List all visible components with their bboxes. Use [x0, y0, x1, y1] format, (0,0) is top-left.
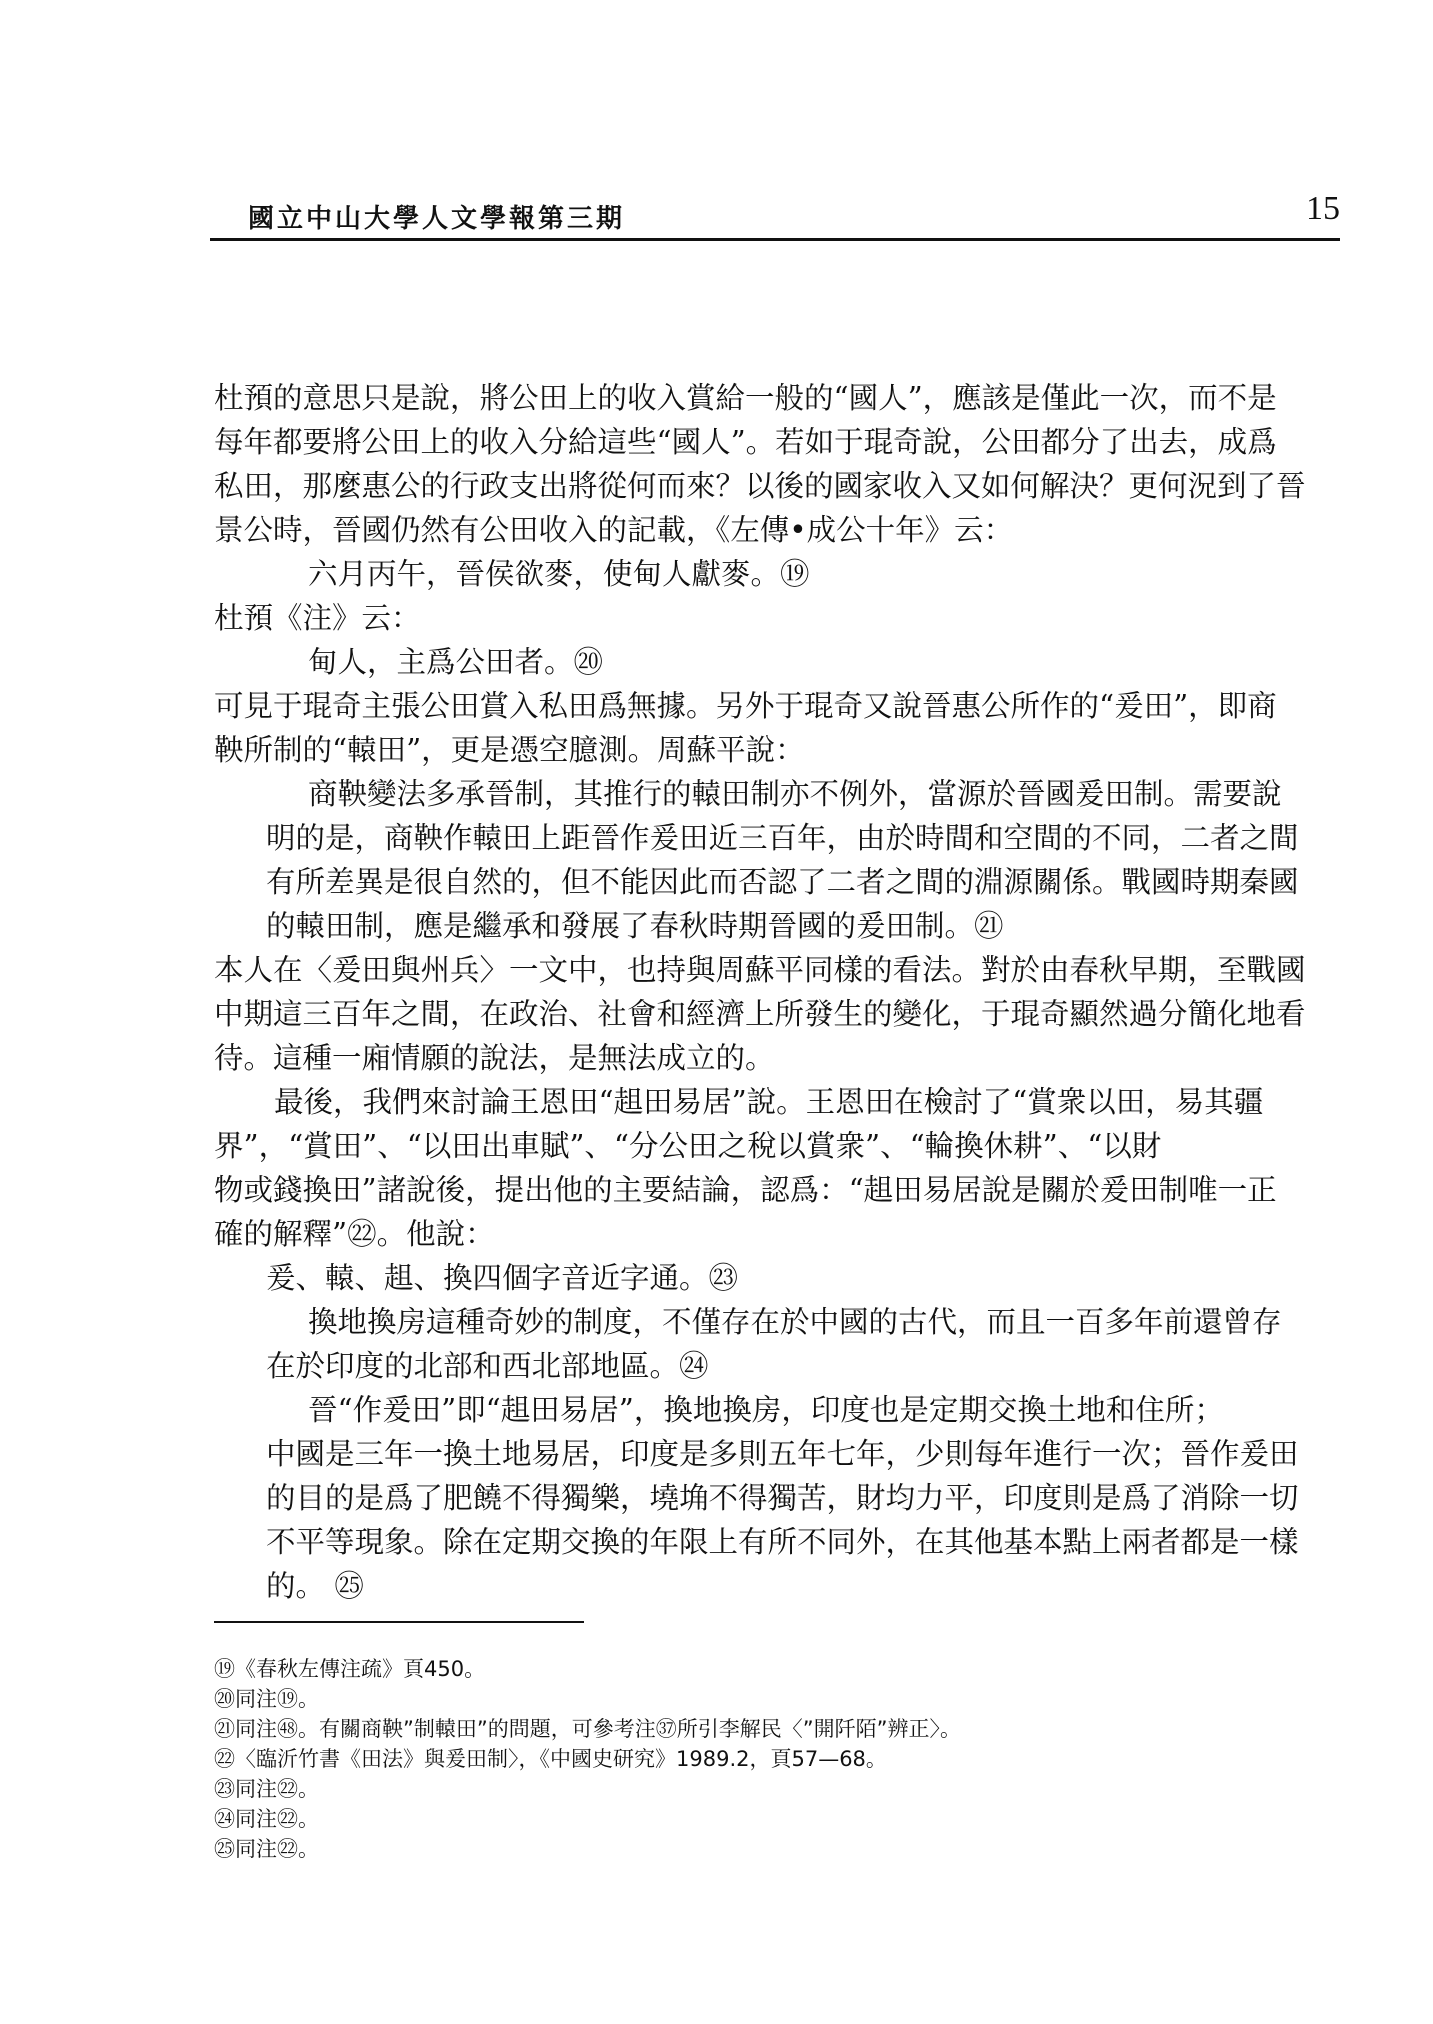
- body-line: 界”，“賞田”、“以田出車賦”、“分公田之稅以賞衆”、“輪換休耕”、“以財: [214, 1129, 1162, 1163]
- quote-line: 中國是三年一換土地易居，印度是多則五年七年，少則每年進行一次；晉作爰田: [266, 1437, 1299, 1471]
- page-number: 15: [1306, 190, 1340, 227]
- quote-line: 不平等現象。除在定期交換的年限上有所不同外，在其他基本點上兩者都是一樣: [266, 1525, 1299, 1559]
- body-line: 景公時，晉國仍然有公田收入的記載，《左傳•成公十年》云：: [214, 513, 1014, 547]
- quote-line: 晉“作爰田”即“趄田易居”，換地換房，印度也是定期交換土地和住所；: [308, 1393, 1224, 1427]
- footnote-85: ㉕同注㉒。: [214, 1837, 319, 1861]
- quote-line: 有所差異是很自然的，但不能因此而否認了二者之間的淵源關係。戰國時期秦國: [266, 865, 1299, 899]
- footnote-80: ⑳同注⑲。: [214, 1687, 319, 1711]
- footnote-82: ㉒〈臨沂竹書《田法》與爰田制〉，《中國史研究》1989.2，頁57—68。: [214, 1747, 887, 1771]
- quote-line: 商鞅變法多承晉制，其推行的轅田制亦不例外，當源於晉國爰田制。需要說: [308, 777, 1282, 811]
- footnote-84: ㉔同注㉒。: [214, 1807, 319, 1831]
- body-line: 待。這種一廂情願的說法，是無法成立的。: [214, 1041, 775, 1075]
- footnote-79: ⑲《春秋左傳注疏》頁450。: [214, 1657, 486, 1681]
- body-line: 本人在〈爰田與州兵〉一文中，也持與周蘇平同樣的看法。對於由春秋早期，至戰國: [214, 953, 1306, 987]
- footnote-83: ㉓同注㉒。: [214, 1777, 319, 1801]
- footnote-rule: [214, 1621, 584, 1623]
- quote-line: 換地換房這種奇妙的制度，不僅存在於中國的古代，而且一百多年前還曾存: [308, 1305, 1282, 1339]
- body-line: 鞅所制的“轅田”，更是憑空臆測。周蘇平說：: [214, 733, 805, 767]
- quote-line: 六月丙午，晉侯欲麥，使甸人獻麥。⑲: [308, 557, 810, 591]
- quote-line: 甸人，主爲公田者。⑳: [308, 645, 604, 679]
- journal-title: 國立中山大學人文學報第三期: [248, 204, 626, 234]
- body-line: 杜預《注》云：: [214, 601, 421, 635]
- header-rule: [210, 238, 1340, 241]
- quote-line: 的。 ㉕: [266, 1569, 364, 1603]
- body-line: 每年都要將公田上的收入分給這些“國人”。若如于琨奇說，公田都分了出去，成爲: [214, 425, 1277, 459]
- body-line: 可見于琨奇主張公田賞入私田爲無據。另外于琨奇又說晉惠公所作的“爰田”，即商: [214, 689, 1277, 723]
- quote-line: 的目的是爲了肥饒不得獨樂，墝埆不得獨苦，財均力平，印度則是爲了消除一切: [266, 1481, 1299, 1515]
- quote-line: 明的是，商鞅作轅田上距晉作爰田近三百年，由於時間和空間的不同，二者之間: [266, 821, 1299, 855]
- body-line: 物或錢換田”諸說後，提出他的主要結論，認爲：“趄田易居說是關於爰田制唯一正: [214, 1173, 1277, 1207]
- footnote-81: ㉑同注㊽。有關商鞅”制轅田”的問題，可參考注㊲所引李解民〈”開阡陌”辨正〉。: [214, 1717, 962, 1741]
- body-line: 杜預的意思只是說，將公田上的收入賞給一般的“國人”，應該是僅此一次，而不是: [214, 381, 1277, 415]
- quote-line: 在於印度的北部和西北部地區。㉔: [266, 1349, 709, 1383]
- quote-line: 爰、轅、趄、換四個字音近字通。㉓: [266, 1261, 739, 1295]
- body-line: 確的解釋”㉒。他說：: [214, 1217, 495, 1251]
- body-line: 私田，那麼惠公的行政支出將從何而來？以後的國家收入又如何解決？更何況到了晉: [214, 469, 1306, 503]
- running-header: [210, 190, 1340, 242]
- quote-line: 的轅田制，應是繼承和發展了春秋時期晉國的爰田制。㉑: [266, 909, 1004, 943]
- body-line: 中期這三百年之間，在政治、社會和經濟上所發生的變化，于琨奇顯然過分簡化地看: [214, 997, 1306, 1031]
- body-line: 最後，我們來討論王恩田“趄田易居”說。王恩田在檢討了“賞衆以田，易其疆: [274, 1085, 1264, 1119]
